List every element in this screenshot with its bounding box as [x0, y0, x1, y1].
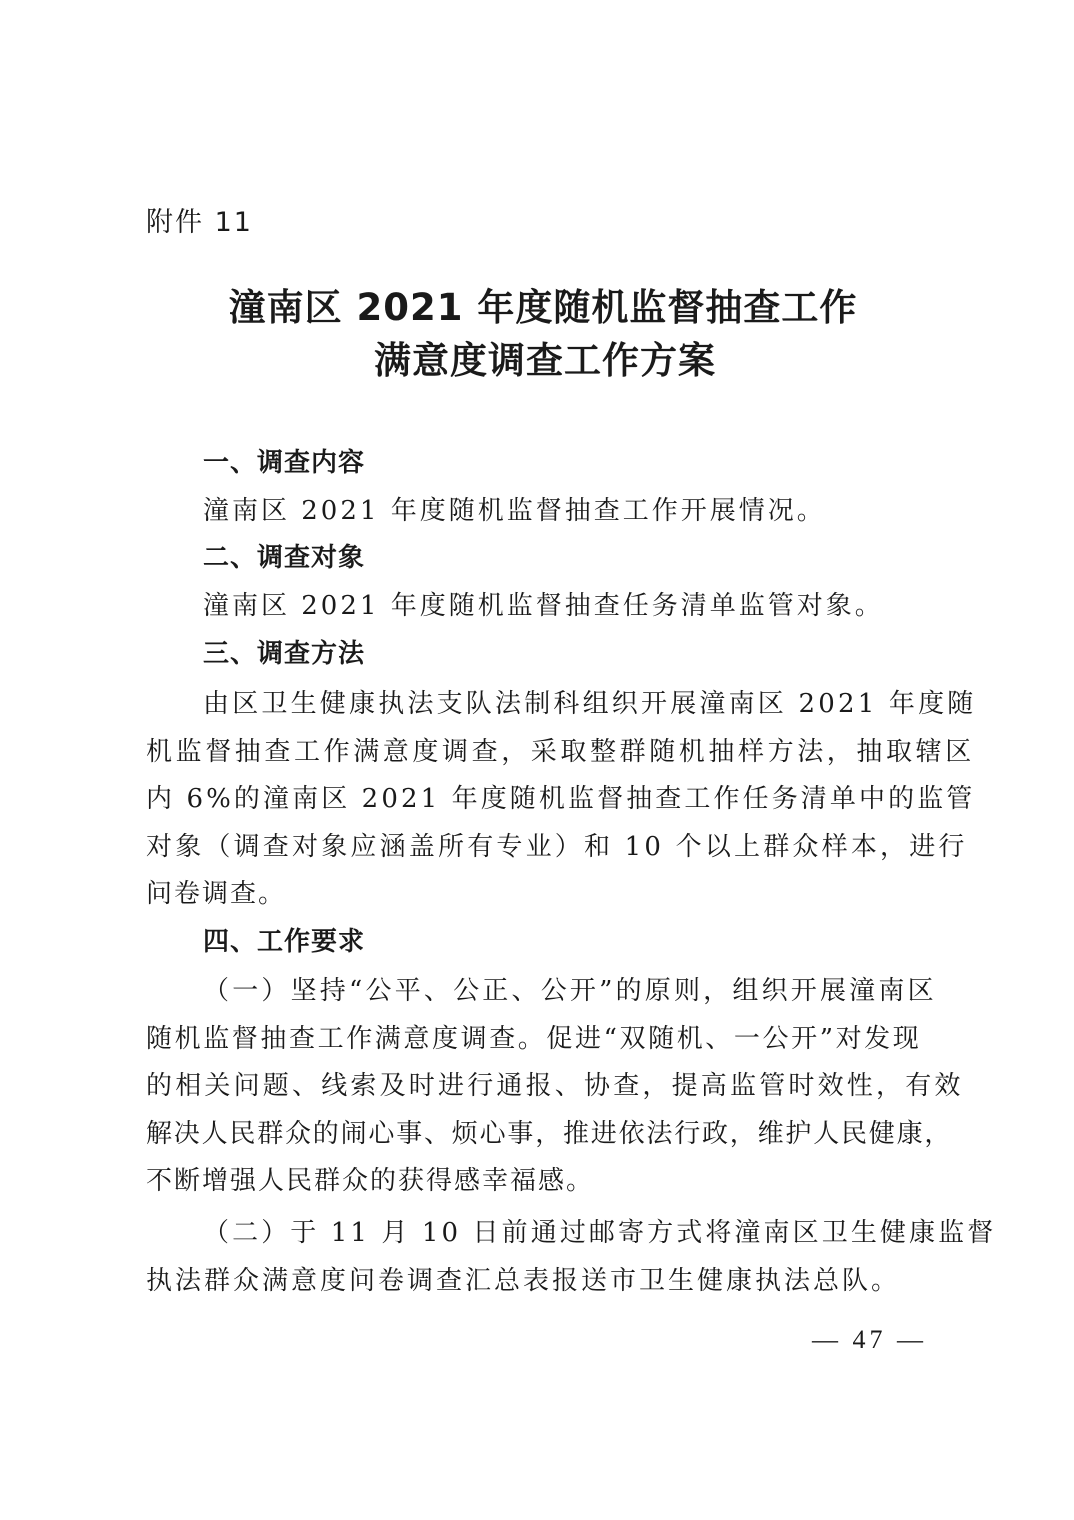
- paragraph-line: 对象（调查对象应涵盖所有专业）和 10 个以上群众样本，进行: [146, 831, 968, 862]
- paragraph-line: （二）于 11 月 10 日前通过邮寄方式将潼南区卫生健康监督: [203, 1218, 997, 1248]
- document-title-line-1: 潼南区 2021 年度随机监督抽查工作: [228, 286, 858, 329]
- section-heading-work-requirements: 四、工作要求: [203, 927, 366, 957]
- section-text-survey-targets: 潼南区 2021 年度随机监督抽查任务清单监管对象。: [203, 591, 884, 621]
- document-title-line-2: 满意度调查工作方案: [374, 339, 716, 382]
- paragraph-line: 机监督抽查工作满意度调查，采取整群随机抽样方法，抽取辖区: [146, 736, 975, 767]
- paragraph-line: 不断增强人民群众的获得感幸福感。: [146, 1166, 595, 1196]
- section-heading-survey-method: 三、调查方法: [203, 639, 366, 669]
- section-paragraph-requirement-2: [146, 1210, 997, 1305]
- section-paragraph-requirement-1: [146, 968, 964, 1206]
- page-number: — 47 —: [812, 1325, 927, 1354]
- section-text-survey-content: 潼南区 2021 年度随机监督抽查工作开展情况。: [203, 496, 826, 526]
- paragraph-line: （一）坚持“公平、公正、公开”的原则，组织开展潼南区: [203, 976, 937, 1006]
- paragraph-line: 执法群众满意度问卷调查汇总表报送市卫生健康执法总队。: [146, 1265, 901, 1296]
- paragraph-line: 解决人民群众的闹心事、烦心事，推进依法行政，维护人民健康，: [146, 1118, 953, 1149]
- section-paragraph-survey-method: [146, 681, 977, 919]
- section-heading-survey-content: 一、调查内容: [203, 448, 366, 478]
- paragraph-line: 随机监督抽查工作满意度调查。促进“双随机、一公开”对发现: [146, 1023, 922, 1054]
- section-heading-survey-targets: 二、调查对象: [203, 543, 366, 573]
- paragraph-line: 问卷调查。: [146, 879, 287, 909]
- paragraph-line: 内 6%的潼南区 2021 年度随机监督抽查工作任务清单中的监管: [146, 784, 976, 814]
- paragraph-line: 的相关问题、线索及时进行通报、协查，提高监管时效性，有效: [146, 1071, 964, 1101]
- paragraph-line: 由区卫生健康执法支队法制科组织开展潼南区 2021 年度随: [203, 689, 977, 719]
- attachment-label: 附件 11: [146, 207, 253, 238]
